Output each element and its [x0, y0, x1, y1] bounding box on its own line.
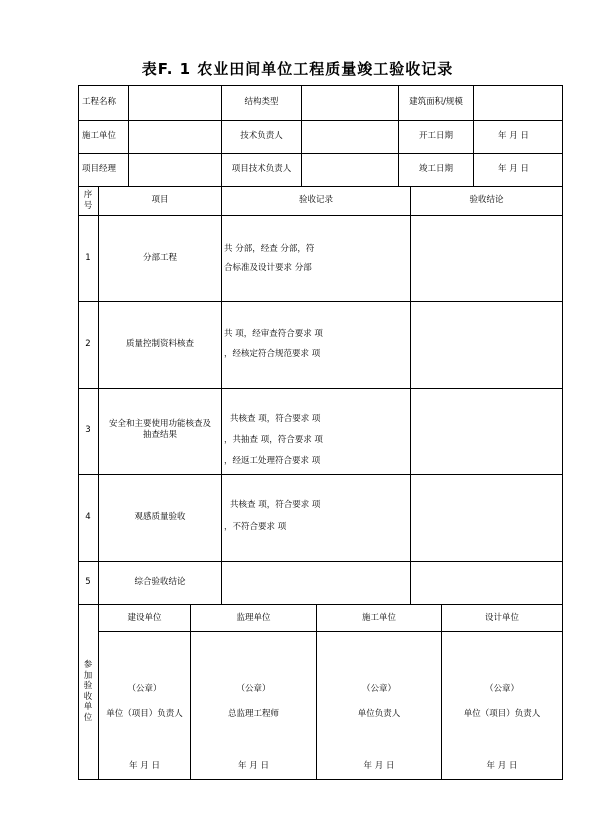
row-2-record-line-1: 共 项，经审查符合要求 项: [224, 329, 323, 339]
column-header-conclusion: 验收结论: [469, 195, 504, 205]
row-3-number: 3: [85, 425, 91, 435]
seal-contractor: （公章）: [361, 684, 396, 694]
seal-owner: （公章）: [127, 684, 162, 694]
row-4-number: 4: [85, 512, 91, 522]
date-contractor: 年 月 日: [363, 761, 395, 771]
row-1-item: 分部工程: [142, 253, 177, 263]
label-project-manager: 项目经理: [82, 164, 117, 174]
row-2-number: 2: [85, 339, 91, 349]
column-header-item: 项目: [151, 195, 169, 205]
row-1-record-line-2: 合标准及设计要求 分部: [224, 263, 312, 273]
label-area: 建筑面积/规模: [409, 97, 463, 107]
row-4-record-line-1: 共核查 项，符合要求 项: [230, 500, 321, 510]
label-construction-unit: 施工单位: [82, 131, 117, 141]
label-start-date: 开工日期: [418, 131, 453, 141]
page-title: 表F. 1 农业田间单位工程质量竣工验收记录: [141, 60, 454, 78]
row-4-item: 观感质量验收: [134, 512, 186, 522]
column-header-record: 验收记录: [298, 195, 333, 205]
label-tech-lead: 技术负责人: [240, 131, 283, 141]
column-header-seq: 序号: [83, 190, 93, 211]
date-owner: 年 月 日: [129, 761, 160, 771]
label-project-tech-lead: 项目技术负责人: [231, 164, 292, 174]
row-3-item-line-2: 抽查结果: [142, 430, 177, 440]
row-5-item: 综合验收结论: [134, 577, 186, 587]
label-completion-date: 竣工日期: [418, 164, 453, 174]
unit-name-owner: 建设单位: [127, 613, 162, 623]
unit-name-supervisor: 监理单位: [236, 613, 271, 623]
label-structure-type: 结构类型: [244, 97, 279, 107]
start-date-fill: 年 月 日: [498, 131, 529, 141]
row-2-item: 质量控制资料核查: [125, 339, 194, 349]
row-3-item-line-1: 安全和主要使用功能核查及: [108, 419, 211, 429]
seal-designer: （公章）: [484, 684, 519, 694]
row-2-record-line-2: ，经核定符合规范要求 项: [224, 349, 321, 359]
signer-supervisor: 总监理工程师: [227, 709, 279, 719]
signer-designer: 单位（项目）负责人: [463, 709, 541, 719]
completion-date-fill: 年 月 日: [498, 164, 529, 174]
row-5-number: 5: [85, 577, 91, 587]
row-3-record-line-3: ，经返工处理符合要求 项: [224, 456, 321, 466]
row-4-record-line-2: ，不符合要求 项: [224, 522, 287, 532]
signer-contractor: 单位负责人: [357, 709, 401, 719]
unit-name-designer: 设计单位: [484, 613, 519, 623]
signer-owner: 单位（项目）负责人: [106, 709, 183, 719]
date-designer: 年 月 日: [486, 761, 518, 771]
seal-supervisor: （公章）: [236, 684, 271, 694]
row-1-record-line-1: 共 分部，经查 分部，符: [224, 244, 315, 254]
row-3-record-line-1: 共核查 项，符合要求 项: [230, 414, 321, 424]
participants-label: 参加验收单位: [83, 660, 93, 723]
label-project-name: 工程名称: [82, 97, 117, 107]
row-1-number: 1: [85, 253, 91, 263]
unit-name-contractor: 施工单位: [361, 613, 396, 623]
row-3-record-line-2: ，共抽查 项，符合要求 项: [224, 435, 323, 445]
date-supervisor: 年 月 日: [238, 761, 269, 771]
